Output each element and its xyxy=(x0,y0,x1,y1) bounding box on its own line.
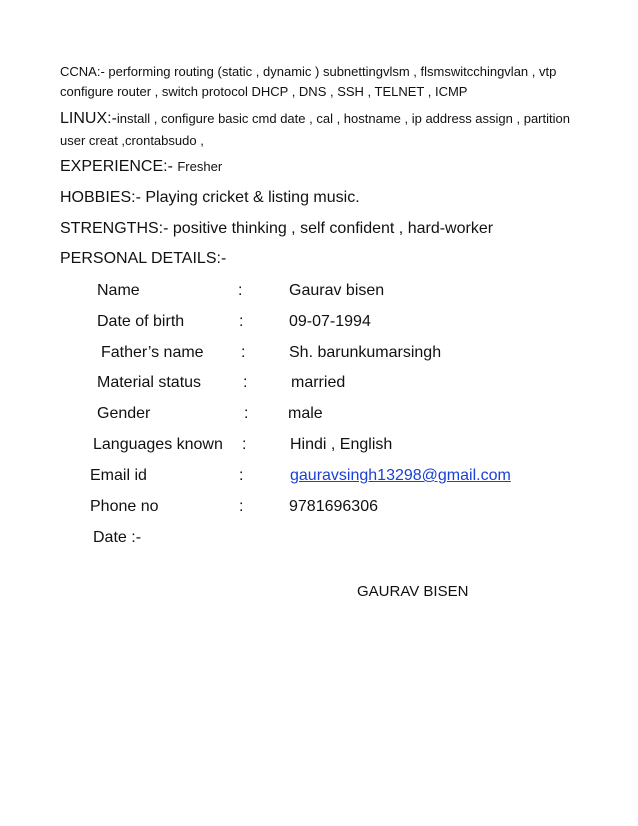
experience-label: EXPERIENCE:- xyxy=(60,158,178,175)
personal-details-heading: PERSONAL DETAILS:- xyxy=(60,250,227,267)
date-label: Date :- xyxy=(93,529,142,546)
ccna-label: CCNA:- xyxy=(60,64,109,79)
detail-label: Material status xyxy=(97,374,202,391)
detail-colon: : xyxy=(243,374,248,391)
detail-value: married xyxy=(291,374,346,391)
linux-line-1 xyxy=(60,110,570,128)
detail-value: Sh. barunkumarsingh xyxy=(289,344,442,361)
detail-colon: : xyxy=(238,282,243,299)
detail-colon: : xyxy=(239,313,244,330)
strengths-label: STRENGTHS:- xyxy=(60,220,173,237)
detail-label: Languages known xyxy=(93,436,223,453)
detail-label: Father’s name xyxy=(101,344,204,361)
ccna-line-1 xyxy=(60,64,556,79)
detail-label: Email id xyxy=(90,467,147,484)
strengths-line xyxy=(60,220,493,238)
experience-value: Fresher xyxy=(177,159,223,174)
linux-text-1: install , configure basic cmd date , cal , hostname , ip address assign , partition xyxy=(116,111,570,126)
experience-line xyxy=(60,158,222,176)
linux-label: LINUX:- xyxy=(60,110,117,127)
detail-label: Date of birth xyxy=(97,313,185,330)
linux-line-2: user creat ,crontabsudo , xyxy=(60,133,204,148)
detail-colon: : xyxy=(241,344,246,361)
detail-value: 09-07-1994 xyxy=(289,313,371,330)
strengths-value: positive thinking , self confident , hard-worker xyxy=(172,220,494,237)
detail-colon: : xyxy=(239,467,244,484)
detail-label: Gender xyxy=(97,405,151,422)
detail-value: Gaurav bisen xyxy=(289,282,385,299)
detail-value: male xyxy=(288,405,323,422)
ccna-text-1: performing routing (static , dynamic ) subnettingvlsm , flsmswitcchingvlan , vtp xyxy=(108,64,557,79)
detail-colon: : xyxy=(244,405,249,422)
detail-colon: : xyxy=(242,436,247,453)
hobbies-line xyxy=(60,189,360,207)
ccna-line-2: configure router , switch protocol DHCP , DNS , SSH , TELNET , ICMP xyxy=(60,84,468,99)
detail-value: 9781696306 xyxy=(289,498,378,515)
signature-name: GAURAV BISEN xyxy=(357,583,469,600)
hobbies-value: Playing cricket & listing music. xyxy=(145,189,360,206)
detail-value: Hindi , English xyxy=(290,436,393,453)
hobbies-label: HOBBIES:- xyxy=(60,189,146,206)
email-link[interactable]: gauravsingh13298@gmail.com xyxy=(290,467,511,484)
detail-label: Phone no xyxy=(90,498,159,515)
detail-colon: : xyxy=(239,498,244,515)
detail-label: Name xyxy=(97,282,140,299)
